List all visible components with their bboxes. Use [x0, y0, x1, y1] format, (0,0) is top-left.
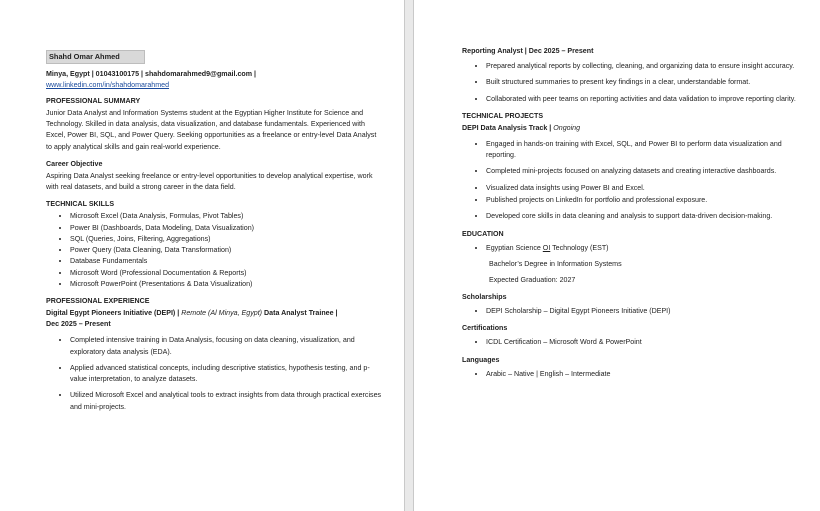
list-item: • Collaborated with peer teams on reporting activities and data validation to improve reporting clarity.	[486, 94, 800, 105]
list-item: • Prepared analytical reports by collecting, cleaning, and organizing data to ensure insight accuracy.	[486, 61, 800, 72]
skills-heading: TECHNICAL SKILLS	[46, 200, 115, 209]
role-bullets	[462, 61, 800, 105]
list-item: • Engaged in hands-on training with Excel, SQL, and Power BI to perform data visualization and reporting.	[486, 139, 800, 162]
list-item: • Power Query (Data Cleaning, Data Transformation)	[70, 245, 384, 256]
edu-degree: Bachelor’s Degree in Information Systems	[489, 259, 622, 268]
scholarships-heading: Scholarships	[462, 292, 507, 301]
candidate-name[interactable]: Shahd Omar Ahmed	[46, 50, 145, 64]
list-item: • Published projects on LinkedIn for portfolio and professional exposure.	[486, 195, 800, 206]
job-header	[46, 308, 384, 319]
project-header	[462, 123, 800, 134]
job-title: Data Analyst Trainee |	[262, 309, 338, 318]
edu-graduation: Expected Graduation: 2027	[489, 275, 576, 284]
resume-page-2	[414, 0, 820, 511]
list-item: • Power BI (Dashboards, Data Modeling, Data Visualization)	[70, 223, 384, 234]
skills-list	[46, 211, 384, 290]
project-status: Ongoing	[553, 123, 581, 132]
list-item: • Arabic – Native | English – Intermediate	[486, 369, 800, 380]
list-item: • Built structured summaries to present key findings in a clear, understandable format.	[486, 77, 800, 88]
summary-heading: PROFESSIONAL SUMMARY	[46, 97, 141, 105]
certifications-heading: Certifications	[462, 324, 508, 333]
scholarships-list	[462, 306, 800, 317]
list-item: • Microsoft Excel (Data Analysis, Formulas, Pivot Tables)	[70, 211, 384, 222]
list-item: • DEPI Scholarship – Digital Egypt Pioneers Initiative (DEPI)	[486, 306, 800, 317]
list-item: • Microsoft Word (Professional Documentation & Reports)	[70, 268, 384, 279]
list-item: • Visualized data insights using Power BI and Excel.	[486, 183, 800, 194]
project-title: DEPI Data Analysis Track |	[462, 123, 554, 132]
list-item: • Developed core skills in data cleaning and analysis to support data-driven decision-making.	[486, 211, 800, 222]
education-heading: EDUCATION	[462, 229, 504, 238]
list-item	[486, 243, 800, 254]
list-item: • Completed mini-projects focused on analyzing datasets and creating interactive dashboards.	[486, 166, 800, 177]
objective-heading: Career Objective	[46, 159, 103, 168]
experience-heading: PROFESSIONAL EXPERIENCE	[46, 297, 150, 306]
list-item: • Completed intensive training in Data Analysis, focusing on data cleaning, visualization, and exploratory data analysis (EDA).	[70, 335, 384, 358]
page-divider	[404, 0, 405, 511]
education-list	[462, 243, 800, 254]
list-item: • Database Fundamentals	[70, 256, 384, 267]
job-location: Remote (Al Minya, Egypt)	[181, 309, 263, 318]
job-dates: Dec 2025 – Present	[46, 320, 111, 329]
list-item: • Applied advanced statistical concepts, including descriptive statistics, hypothesis testing, and p-value interpretation, to analyze datasets.	[70, 363, 384, 386]
job-org: Digital Egypt Pioneers Initiative (DEPI) |	[46, 309, 182, 318]
linkedin-link[interactable]: www.linkedin.com/in/shahdomarahmed	[46, 81, 170, 89]
job-bullets	[46, 335, 384, 413]
summary-text: Junior Data Analyst and Information Systems student at the Egyptian Higher Institute for Science and Technology. Skilled in data analysis, data visualization, and database fundamentals. Experienced with Excel, Power BI, SQL, and Power Query. Seeking opportunities as a freelance or entry-level Data Analyst to apply analytical skills and gain real-world experience.	[46, 109, 377, 151]
edu-school-ol: OI	[542, 243, 551, 252]
languages-list	[462, 369, 800, 380]
list-item: • ICDL Certification – Microsoft Word & PowerPoint	[486, 337, 800, 348]
objective-text: Aspiring Data Analyst seeking freelance or entry-level opportunities to develop analytical expertise, work with real datasets, and build a strong career in the data field.	[46, 171, 373, 192]
languages-heading: Languages	[462, 355, 500, 364]
projects-heading: TECHNICAL PROJECTS	[462, 111, 544, 120]
project-bullets	[462, 139, 800, 223]
certifications-list	[462, 337, 800, 348]
resume-page-1	[0, 0, 404, 511]
list-item: • Microsoft PowerPoint (Presentations & Data Visualization)	[70, 279, 384, 290]
edu-school-pre: Egyptian Science	[486, 243, 543, 252]
list-item: • Utilized Microsoft Excel and analytical tools to extract insights from data through practical exercises and mini-projects.	[70, 390, 384, 413]
role-heading: Reporting Analyst | Dec 2025 – Present	[462, 47, 594, 55]
edu-school-post: Technology (EST)	[550, 243, 609, 252]
contact-line: Minya, Egypt | 01043100175 | shahdomarahmed9@gmail.com |	[46, 70, 257, 78]
list-item: • SQL (Queries, Joins, Filtering, Aggregations)	[70, 234, 384, 245]
